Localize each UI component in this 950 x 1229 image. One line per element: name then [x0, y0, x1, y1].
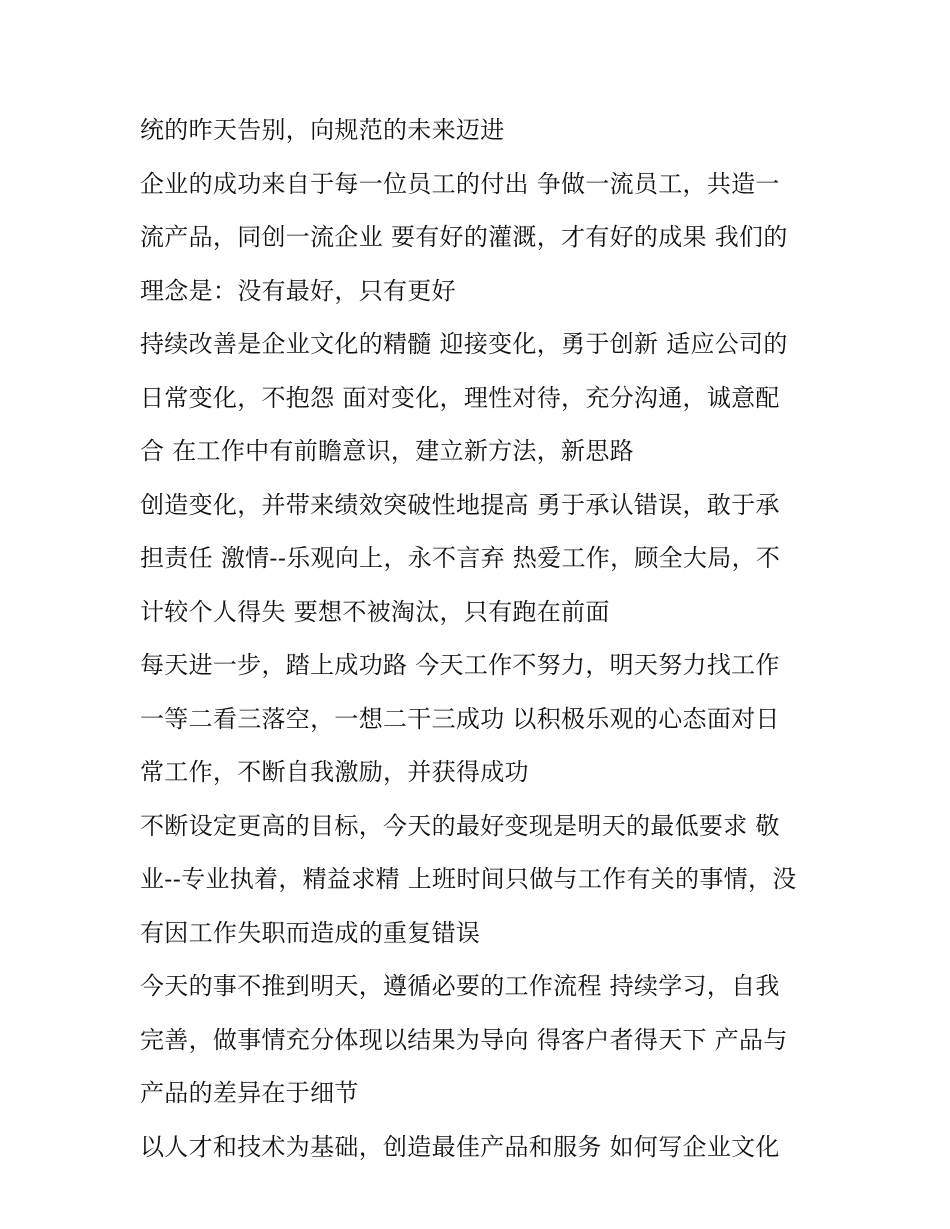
text-line: 创造变化，并带来绩效突破性地提高 勇于承认错误，敢于承 — [140, 490, 780, 519]
document-body — [140, 104, 820, 1174]
text-line: 一等二看三落空，一想二干三成功 以积极乐观的心态面对日 — [140, 704, 780, 733]
text-line: 流产品，同创一流企业 要有好的灌溉，才有好的成果 我们的 — [140, 223, 788, 251]
text-line: 产品的差异在于细节 — [140, 1079, 359, 1107]
text-line: 企业的成功来自于每一位员工的付出 争做一流员工，共造一 — [140, 169, 780, 198]
text-line: 每天进一步，踏上成功路 今天工作不努力，明天努力找工作 — [140, 651, 780, 679]
text-line: 有因工作失职而造成的重复错误 — [140, 918, 481, 947]
text-line: 今天的事不推到明天，遵循必要的工作流程 持续学习，自我 — [140, 972, 780, 1000]
text-line: 理念是：没有最好，只有更好 — [140, 276, 456, 305]
text-line: 合 在工作中有前瞻意识，建立新方法，新思路 — [140, 437, 634, 465]
text-line: 以人才和技术为基础，创造最佳产品和服务 如何写企业文化 — [140, 1132, 780, 1161]
text-line: 担责任 激情--乐观向上，永不言弃 热爱工作，顾全大局，不 — [140, 544, 781, 572]
text-line: 完善，做事情充分体现以结果为导向 得客户者得天下 产品与 — [140, 1025, 788, 1054]
text-line: 日常变化，不抱怨 面对变化，理性对待，充分沟通，诚意配 — [140, 383, 780, 412]
text-line: 不断设定更高的目标，今天的最好变现是明天的最低要求 敬 — [140, 811, 780, 840]
text-line: 计较个人得失 要想不被淘汰，只有跑在前面 — [140, 597, 610, 626]
text-line: 常工作，不断自我激励，并获得成功 — [140, 758, 529, 786]
text-line: 持续改善是企业文化的精髓 迎接变化，勇于创新 适应公司的 — [140, 330, 788, 358]
text-line: 统的昨天告别，向规范的未来迈进 — [140, 116, 505, 144]
text-line: 业--专业执着，精益求精 上班时间只做与工作有关的事情，没 — [140, 865, 797, 893]
